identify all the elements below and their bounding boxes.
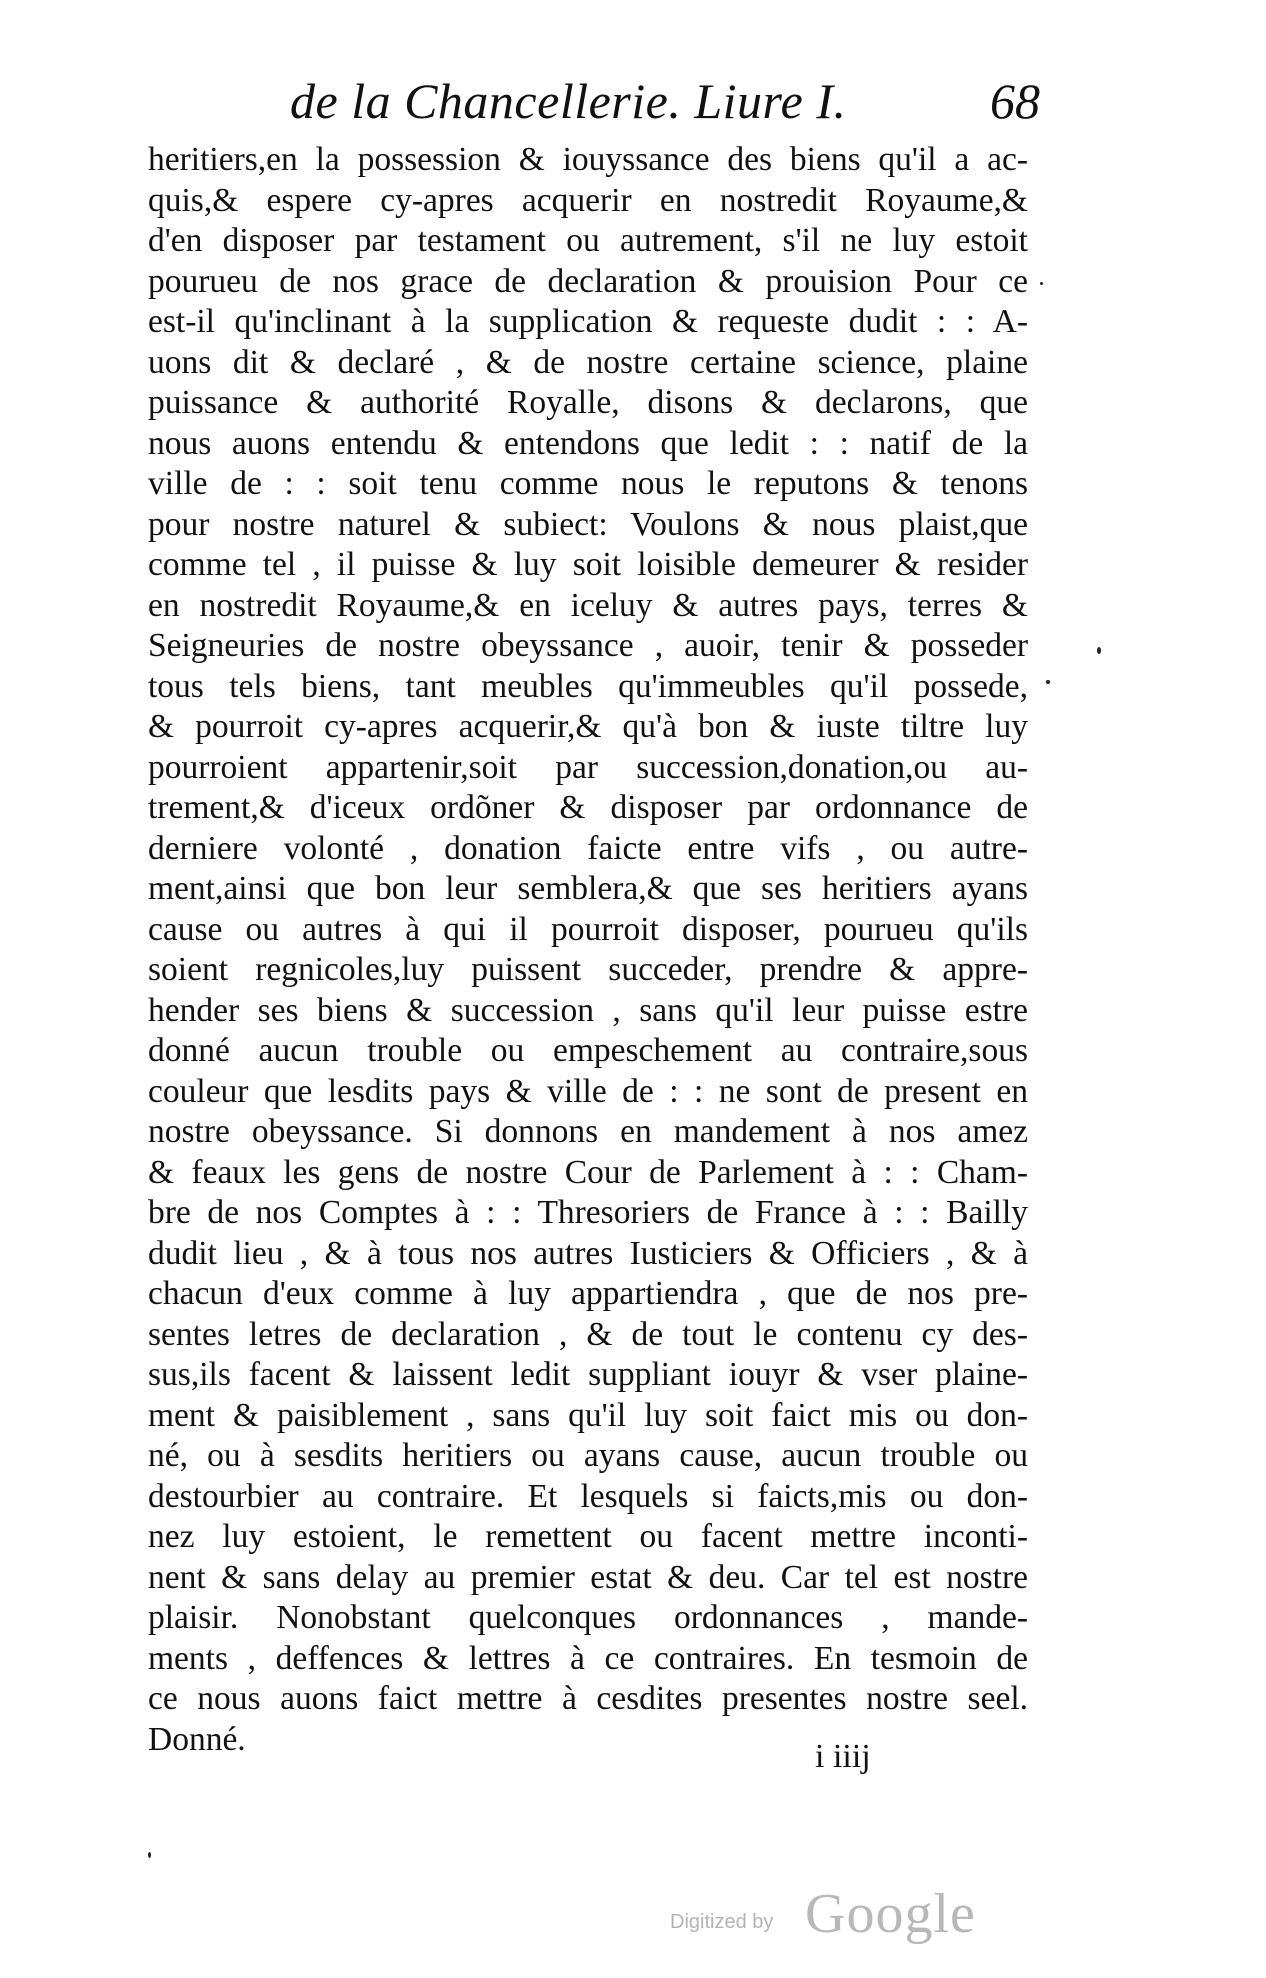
text-line: trement,& d'iceux ordõner & disposer par ordonnance de	[148, 789, 1028, 826]
text-line: tous tels biens, tant meubles qu'immeubles qu'il possede,	[148, 667, 1028, 705]
digitized-by-label: Digitized by	[670, 1911, 774, 1933]
text-line: né, ou à sesdits heritiers ou ayans cause, aucun trouble ou	[148, 1437, 1028, 1474]
text-line: plaisir. Nonobstant quelconques ordonnances , mande-	[148, 1599, 1028, 1636]
text-line: Seigneuries de nostre obeyssance , auoir, tenir & posseder	[148, 627, 1028, 664]
text-line: chacun d'eux comme à luy appartiendra , que de nos pre-	[148, 1275, 1028, 1312]
text-line: pour nostre naturel & subiect: Voulons & nous plaist,que	[148, 505, 1028, 543]
text-line: est-il qu'inclinant à la supplication & requeste dudit : : A-	[148, 303, 1028, 340]
text-line: nostre obeyssance. Si donnons en mandement à nos amez	[148, 1113, 1028, 1150]
text-line: cause ou autres à qui il pourroit disposer, pourueu qu'ils	[148, 910, 1028, 948]
text-line: ments , deffences & lettres à ce contraires. En tesmoin de	[148, 1639, 1028, 1677]
digitized-watermark	[670, 1878, 1010, 1948]
text-line: heritiers,en la possession & iouyssance des biens qu'il a ac-	[148, 141, 1028, 178]
running-head	[290, 72, 1060, 136]
text-line: quis,& espere cy-apres acquerir en nostredit Royaume,&	[148, 181, 1028, 219]
text-line: puissance & authorité Royalle, disons & declarons, que	[148, 384, 1028, 421]
text-line: couleur que lesdits pays & ville de : : ne sont de present en	[148, 1072, 1028, 1110]
text-line: en nostredit Royaume,& en iceluy & autres pays, terres &	[148, 586, 1028, 624]
text-line: ce nous auons faict mettre à cesdites presentes nostre seel.	[148, 1680, 1028, 1717]
text-line: sentes letres de declaration , & de tout le contenu cy des-	[148, 1315, 1028, 1353]
text-line: bre de nos Comptes à : : Thresoriers de France à : : Bailly	[148, 1194, 1028, 1231]
text-line: pourroient appartenir,soit par succession,donation,ou au-	[148, 748, 1028, 786]
running-title: de la Chancellerie. Liure I.	[290, 73, 847, 129]
text-line: & feaux les gens de nostre Cour de Parlement à : : Cham-	[148, 1153, 1028, 1191]
ink-speck	[1046, 680, 1050, 684]
ink-speck	[148, 1852, 151, 1858]
text-line: nent & sans delay au premier estat & deu. Car tel est nostre	[148, 1558, 1028, 1596]
text-line: & pourroit cy-apres acquerir,& qu'à bon & iuste tiltre luy	[148, 708, 1028, 745]
text-line: nous auons entendu & entendons que ledit : : natif de la	[148, 424, 1028, 462]
google-logo: Google	[805, 1883, 976, 1945]
page-number: 68	[990, 73, 1040, 129]
text-line: soient regnicoles,luy puissent succeder, prendre & appre-	[148, 951, 1028, 988]
text-line: dudit lieu , & à tous nos autres Iusticiers & Officiers , & à	[148, 1234, 1028, 1272]
text-line: d'en disposer par testament ou autrement, s'il ne luy estoit	[148, 222, 1028, 259]
text-line: uons dit & declaré , & de nostre certaine science, plaine	[148, 343, 1028, 381]
body-text	[148, 140, 1028, 1760]
text-line: pourueu de nos grace de declaration & prouision Pour ce	[148, 262, 1028, 300]
ink-speck	[1040, 282, 1043, 285]
text-line: hender ses biens & succession , sans qu'il leur puisse estre	[148, 991, 1028, 1029]
signature-mark: i iiij	[815, 1738, 871, 1775]
text-line: nez luy estoient, le remettent ou facent mettre inconti-	[148, 1518, 1028, 1555]
text-line: derniere volonté , donation faicte entre vifs , ou autre-	[148, 829, 1028, 867]
text-line: ville de : : soit tenu comme nous le reputons & tenons	[148, 465, 1028, 502]
text-line: destourbier au contraire. Et lesquels si faicts,mis ou don-	[148, 1477, 1028, 1515]
text-line: comme tel , il puisse & luy soit loisible demeurer & resider	[148, 546, 1028, 583]
text-line: donné aucun trouble ou empeschement au contraire,sous	[148, 1032, 1028, 1069]
text-line: Donné.	[148, 1720, 246, 1758]
text-line: ment,ainsi que bon leur semblera,& que ses heritiers ayans	[148, 870, 1028, 907]
text-line: sus,ils facent & laissent ledit suppliant iouyr & vser plaine-	[148, 1356, 1028, 1393]
text-line: ment & paisiblement , sans qu'il luy soit faict mis ou don-	[148, 1396, 1028, 1434]
ink-speck	[1097, 647, 1101, 654]
